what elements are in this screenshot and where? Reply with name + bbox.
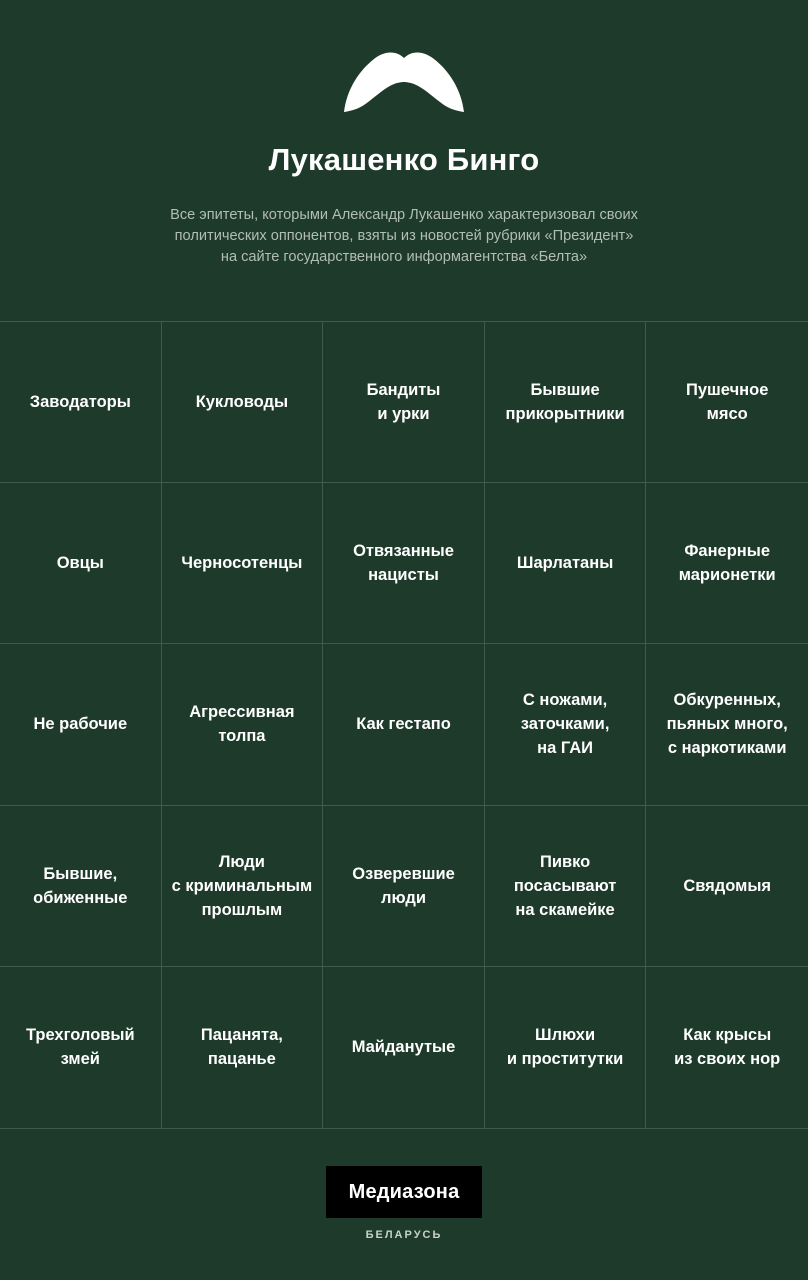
mustache-icon [340,50,468,116]
subtitle-text: Все эпитеты, которыми Александр Лукашенко характеризовал своих политических оппонентов, взяты из новостей рубрики «Президент» на сайте государственного информагентства «Белта» [170,207,638,265]
bingo-cell [646,967,808,1128]
bingo-cell [0,806,162,967]
bingo-cell [646,322,808,483]
bingo-cell [162,644,324,805]
bingo-cell-label: Свядомыя [683,876,772,895]
logo-text: Медиазона [348,1180,460,1203]
page-title: Лукашенко Бинго [268,142,540,177]
bingo-cell-label: Шлюхи и проститутки [506,1026,624,1069]
bingo-cell-label: Пацанята, пацанье [200,1026,283,1069]
bingo-cell [323,644,485,805]
bingo-cell [646,806,808,967]
bingo-cell-label: Кукловоды [195,393,289,412]
logo-subtitle: БЕЛАРУСЬ [365,1229,443,1241]
bingo-cell [162,967,324,1128]
bingo-cell-label: Отвязанные нацисты [353,542,454,585]
bingo-cell-label: Бывшие, обиженные [33,864,128,907]
mediazona-logo [326,1166,482,1218]
bingo-cell-label: Агрессивная толпа [189,703,295,746]
bingo-cell-label: Бандиты и урки [366,381,441,424]
bingo-cell [162,322,324,483]
page-subtitle [124,205,684,268]
bingo-cell-label: Майданутые [351,1038,456,1057]
bingo-cell-label: Пушечное мясо [686,381,769,424]
bingo-cell [646,644,808,805]
bingo-cell [162,483,324,644]
bingo-cell [323,967,485,1128]
bingo-cell [485,483,647,644]
bingo-cell-label: Пивко посасывают на скамейке [513,852,617,919]
bingo-cell [323,322,485,483]
bingo-cell [0,644,162,805]
bingo-cell [485,644,647,805]
bingo-cell-label: Овцы [56,554,104,573]
bingo-cell-label: Трехголовый змей [25,1026,135,1069]
bingo-cell [646,483,808,644]
bingo-cell [0,483,162,644]
bingo-cell [162,806,324,967]
bingo-cell [0,967,162,1128]
bingo-cell-label: Как гестапо [356,715,451,734]
bingo-cell [485,806,647,967]
bingo-cell-label: Люди с криминальным прошлым [171,852,313,919]
bingo-cell-label: Озверевшие люди [352,864,455,907]
bingo-cell-label: Черносотенцы [181,554,303,573]
bingo-cell-label: Не рабочие [33,715,128,734]
bingo-cell-label: С ножами, заточками, на ГАИ [520,691,610,758]
bingo-cell-label: Как крысы из своих нор [674,1026,781,1069]
bingo-cell-label: Обкуренных, пьяных много, с наркотиками [666,691,788,758]
bingo-cell [323,483,485,644]
bingo-cell [485,967,647,1128]
bingo-cell-label: Шарлатаны [516,554,614,573]
bingo-cell-label: Фанерные марионетки [678,542,776,585]
bingo-cell [0,322,162,483]
bingo-cell-label: Заводаторы [29,393,131,412]
bingo-cell [323,806,485,967]
bingo-cell [485,322,647,483]
bingo-cell-label: Бывшие прикорытники [505,381,625,424]
bingo-grid [0,321,808,1129]
